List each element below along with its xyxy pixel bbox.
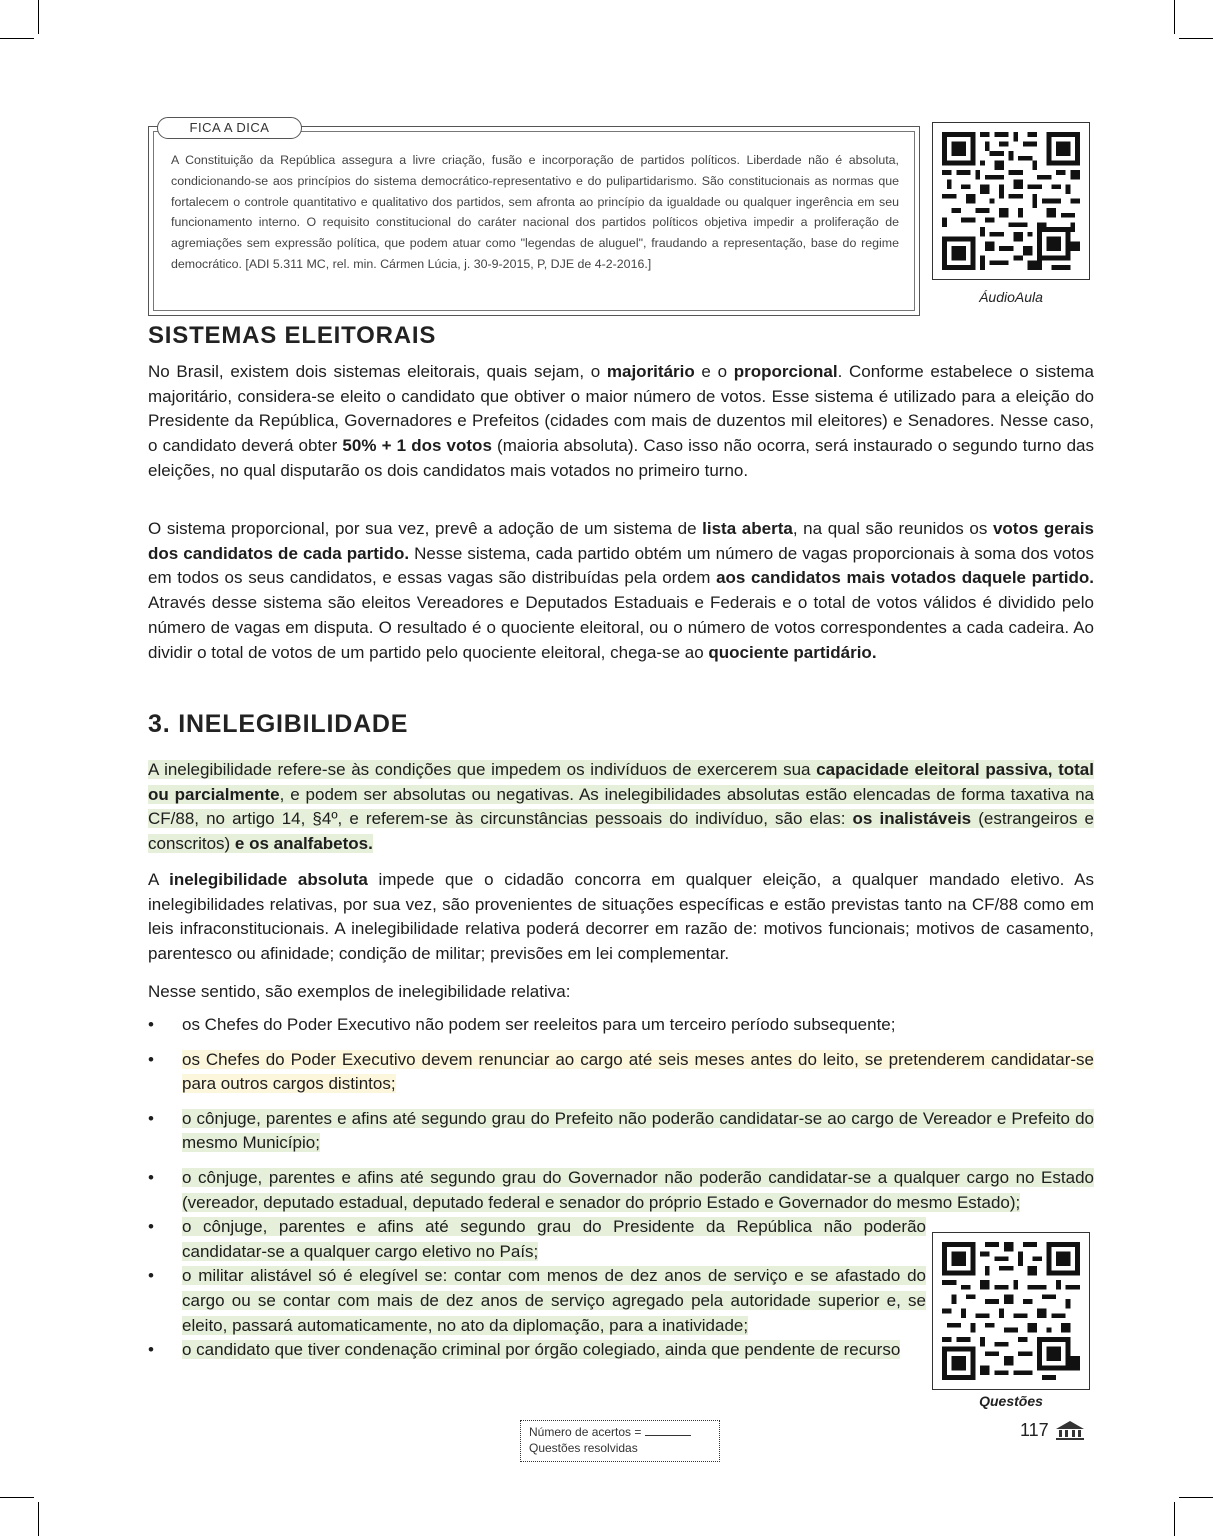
crop-mark bbox=[1174, 0, 1175, 34]
crop-mark bbox=[0, 1497, 34, 1498]
qr-code-icon bbox=[942, 1242, 1080, 1380]
qr-caption-questions: Questões bbox=[979, 1393, 1043, 1409]
score-line-acertos: Número de acertos = bbox=[529, 1424, 711, 1440]
paragraph-inelegibilidade-2: A inelegibilidade absoluta impede que o cidadão concorra em qualquer eleição, a qualquer mandado eletivo. As inelegibilidades relativas, por sua vez, são provenientes de situações específicas e estão previstas tanto na CF/88 como em leis infraconstitucionais. A inelegibilidade relativa poderá decorrer em razão de: motivos funcionais; motivos de casamento, parentesco ou afinidade; condição de militar; previsões em lei complementar. bbox=[148, 870, 1095, 964]
qr-code-questions[interactable] bbox=[932, 1232, 1090, 1390]
crop-mark bbox=[1179, 38, 1213, 39]
section-title-inelegibilidade: 3. INELEGIBILIDADE bbox=[148, 710, 409, 738]
section-title-sistemas: SISTEMAS ELEITORAIS bbox=[148, 322, 437, 349]
crop-mark bbox=[0, 38, 34, 39]
paragraph-inelegibilidade-1: A inelegibilidade refere-se às condições que impedem os indivíduos de exercerem sua capacidade eleitoral passiva, total ou parcialmente, e podem ser absolutas ou negativas. As inelegibilidades absolutas estão elencadas de forma taxativa na CF/88, no artigo 14, §4º, e referem-se às circunstâncias pessoais do indivíduo, são elas: os inalistáveis (estrangeiros e conscritos) e os analfabetos. bbox=[148, 760, 1095, 854]
crop-mark bbox=[1179, 1497, 1213, 1498]
list-item: • o cônjuge, parentes e afins até segundo grau do Governador não poderão candidatar-se a qualquer cargo no Estado (vereador, deputado estadual, deputado federal e senador do próprio Estado e Governador do mesmo Estado); bbox=[148, 1167, 1094, 1212]
tip-label: FICA A DICA bbox=[157, 117, 302, 139]
list-item: • os Chefes do Poder Executivo não podem ser reeleitos para um terceiro período subsequente; bbox=[148, 1015, 896, 1034]
score-box bbox=[520, 1420, 720, 1462]
list-item: • os Chefes do Poder Executivo devem renunciar ao cargo até seis meses antes do leito, se pretenderem candidatar-se para outros cargos distintos; bbox=[148, 1049, 1094, 1094]
crop-mark bbox=[38, 1502, 39, 1536]
paragraph-sistemas-2: O sistema proporcional, por sua vez, prevê a adoção de um sistema de lista aberta, na qual são reunidos os votos gerais dos candidatos de cada partido. Nesse sistema, cada partido obtém um número de vagas proporcionais à soma dos votos em todos os seus candidatos, e essas vagas são distribuídas pela ordem aos candidatos mais votados daquele partido. Através desse sistema são eleitos Vereadores e Deputados Estaduais e Federais e o total de votos válidos é dividido pelo número de vagas em disputa. O resultado é o quociente eleitoral, ou o número de votos correspondentes a cada cadeira. Ao dividir o total de votos de um partido pelo quociente eleitoral, chega-se ao quociente partidário. bbox=[148, 519, 1095, 662]
page-number: 117 bbox=[1020, 1420, 1049, 1440]
score-line-resolvidas: Questões resolvidas bbox=[529, 1441, 638, 1455]
paragraph-sistemas-1: No Brasil, existem dois sistemas eleitorais, quais sejam, o majoritário e o proporcional. Conforme estabelece o sistema majoritário, considera-se eleito o candidato que obtiver o maior número de votos. Esse sistema é utilizado para a eleição do Presidente da República, Governadores e Prefeitos (cidades com mais de duzentos mil eleitores) e Senadores. Nesse caso, o candidato deverá obter 50% + 1 dos votos (maioria absoluta). Caso isso não ocorra, será instaurado o segundo turno das eleições, no qual disputarão os dois candidatos mais votados no primeiro turno. bbox=[148, 362, 1094, 480]
list-item: • o candidato que tiver condenação criminal por órgão colegiado, ainda que pendente de recurso bbox=[148, 1340, 901, 1360]
publisher-logo-icon bbox=[1055, 1419, 1085, 1441]
crop-mark bbox=[1174, 1502, 1175, 1536]
list-item: • o militar alistável só é elegível se: contar com menos de dez anos de serviço e se afastado do cargo ou se contar com mais de dez anos de serviço agregado pela autoridade superior e, se eleito, passará automaticamente, no ato da diplomação, para a inatividade; bbox=[148, 1266, 926, 1335]
qr-code-icon bbox=[942, 132, 1080, 270]
paragraph-inelegibilidade-3: Nesse sentido, são exemplos de inelegibilidade relativa: bbox=[148, 982, 571, 1001]
list-item: • o cônjuge, parentes e afins até segundo grau do Presidente da República não poderão candidatar-se a qualquer cargo eletivo no País; bbox=[148, 1217, 926, 1261]
qr-caption-audio: ÁudioAula bbox=[979, 289, 1043, 305]
list-item: • o cônjuge, parentes e afins até segundo grau do Prefeito não poderão candidatar-se ao cargo de Vereador e Prefeito do mesmo Município; bbox=[148, 1108, 1094, 1153]
crop-mark bbox=[38, 0, 39, 34]
qr-code-audio[interactable] bbox=[932, 122, 1090, 280]
tip-text: A Constituição da República assegura a livre criação, fusão e incorporação de partidos políticos. Liberdade não é absoluta, condicionando-se aos princípios do sistema democrático-representativo e do pulipartidarismo. São constitucionais as normas que fortalecem o controle quantitativo e qualitativo dos partidos, sem afronta ao princípio da igualdade ou qualquer ingerência em seu funcionamento interno. O requisito constitucional do caráter nacional dos partidos políticos objetiva impedir a proliferação de agremiações sem expressão política, que podem atuar como "legendas de aluguel", fraudando a representação, base do regime democrático. [ADI 5.311 MC, rel. min. Cármen Lúcia, j. 30-9-2015, P, DJE de 4-2-2016.] bbox=[171, 153, 899, 271]
tip-box bbox=[148, 120, 920, 316]
